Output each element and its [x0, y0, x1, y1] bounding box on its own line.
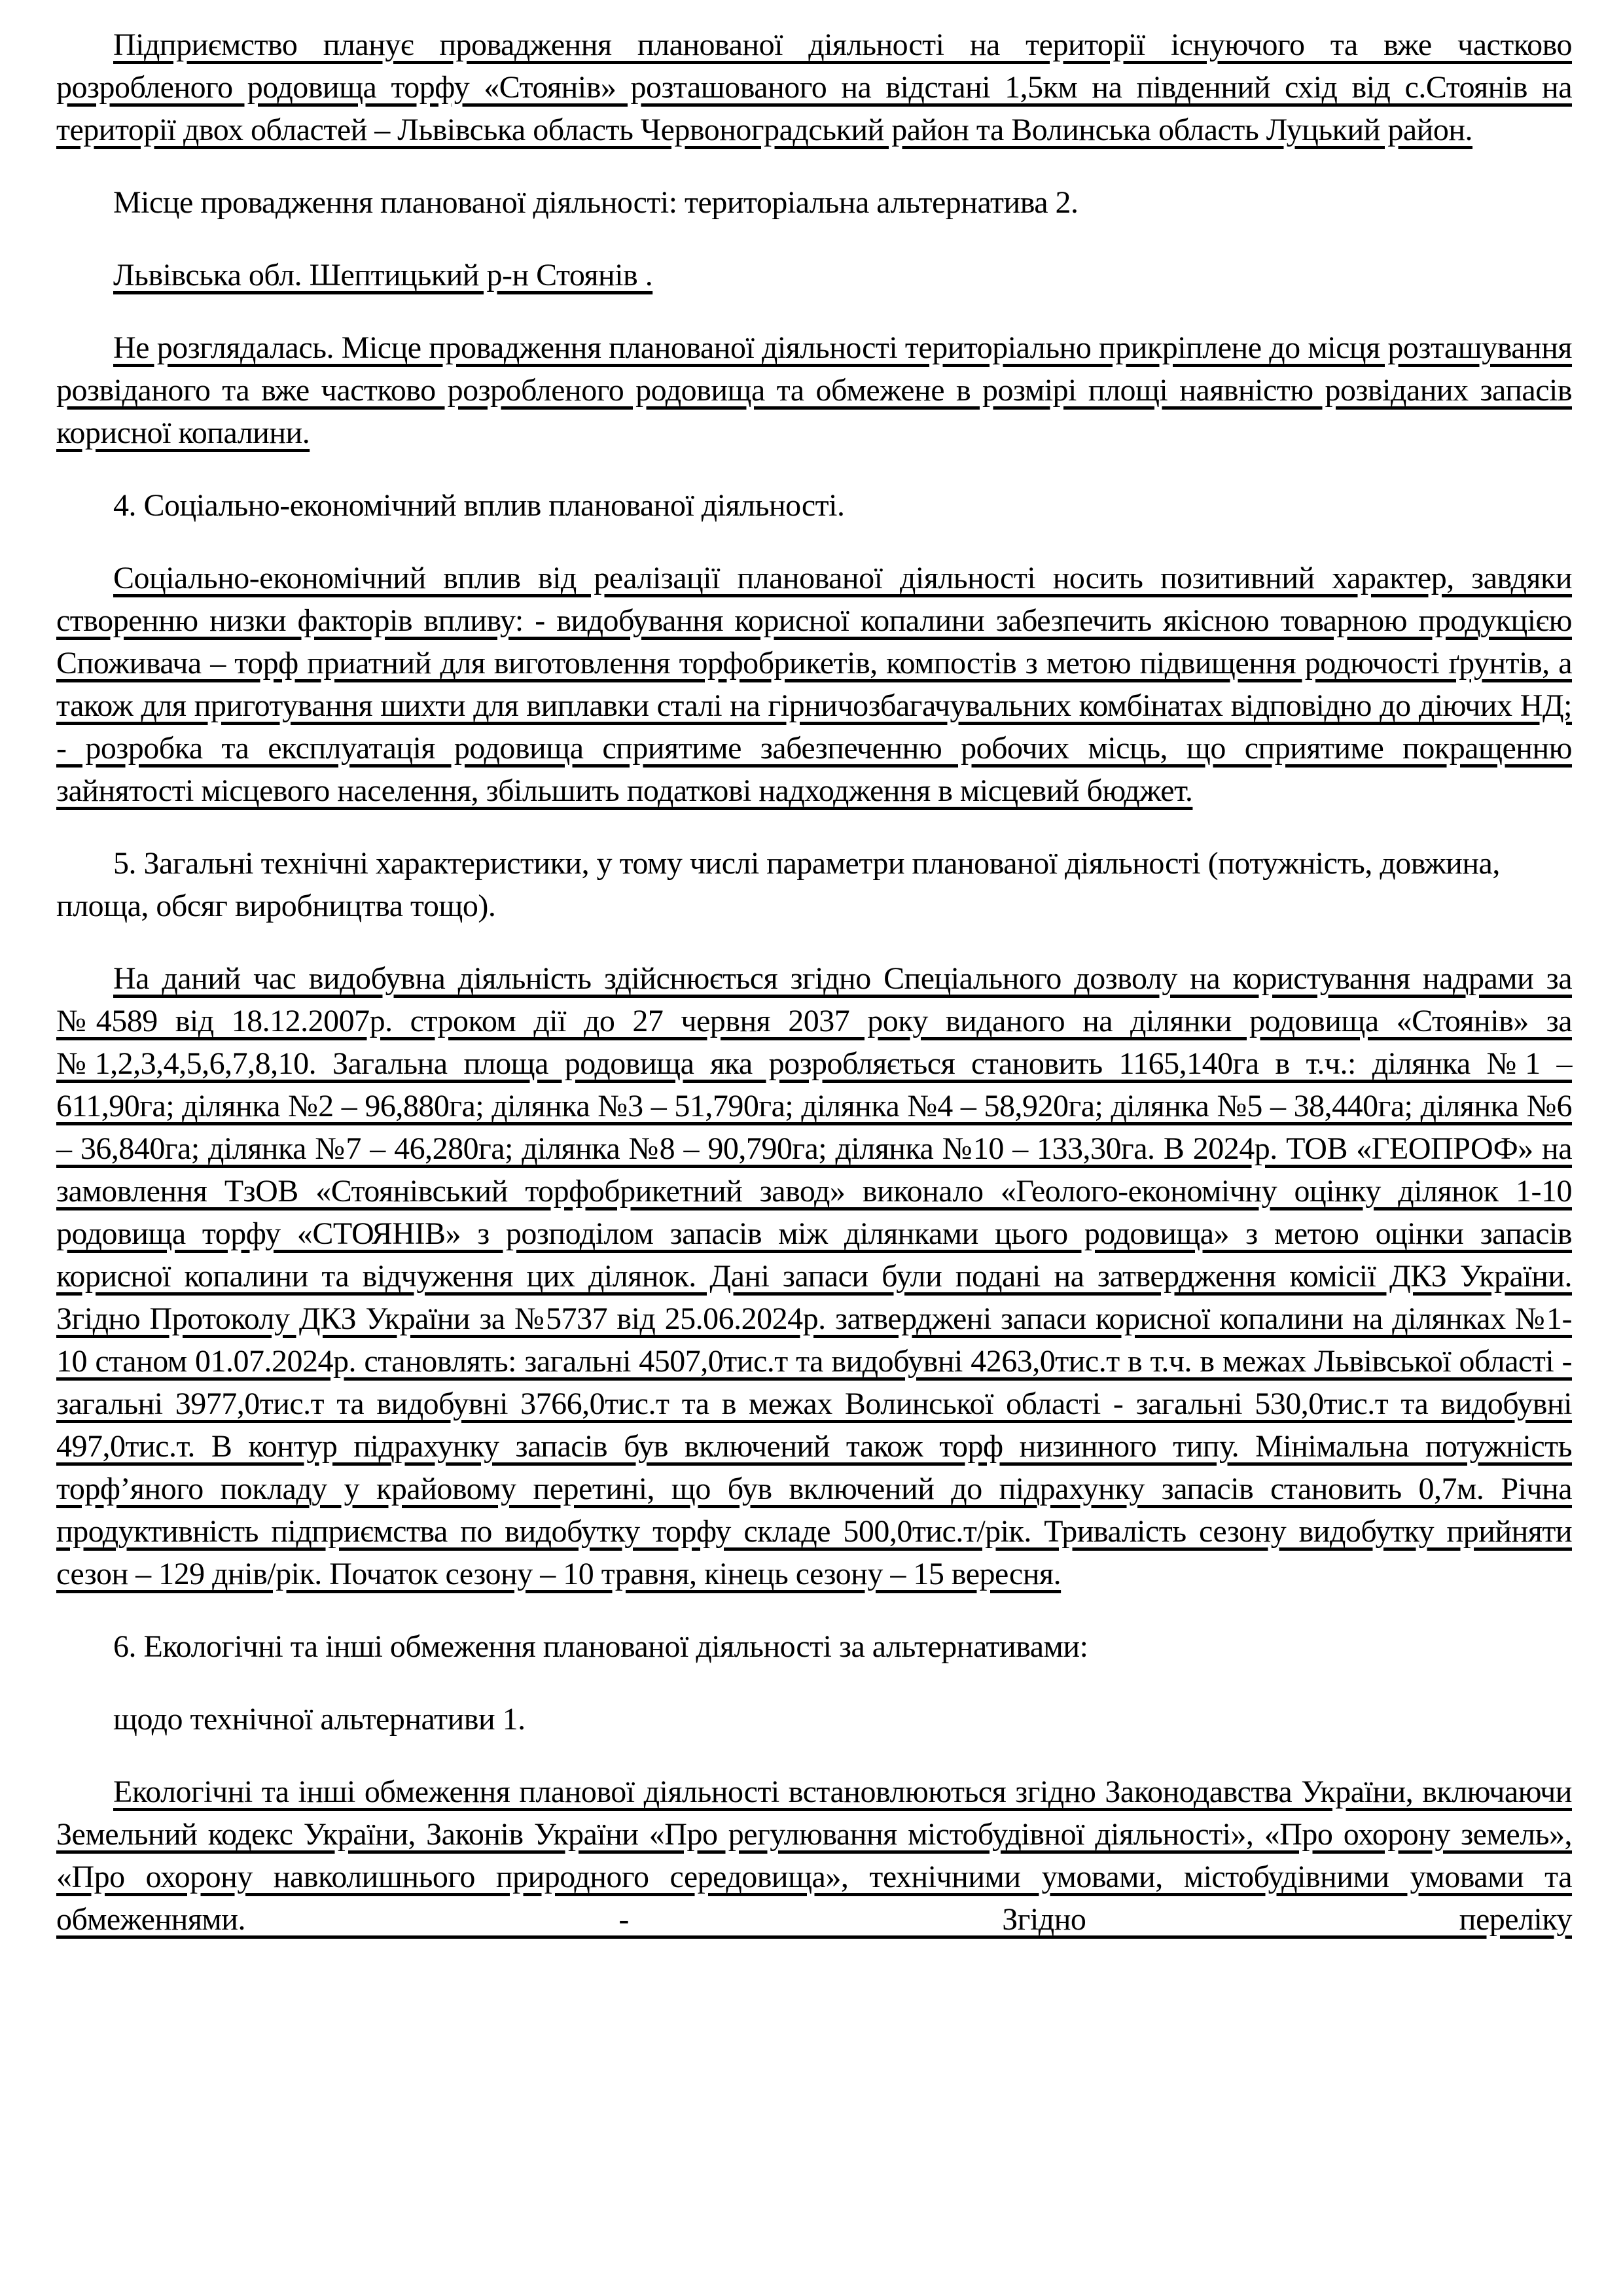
section-4-heading: 4. Соціально-економічний вплив планованої діяльності.: [113, 488, 845, 523]
section-6-heading: 6. Екологічні та інші обмеження планованої діяльності за альтернативами:: [113, 1629, 1088, 1664]
ecological-restrictions-paragraph: Екологічні та інші обмеження планової діяльності встановлюються згідно Законодавства України, включаючи Земельний кодекс України, Законів України «Про регулювання містобудівної діяльності», «Про охорону земель», «Про охорону навколишнього природного середовища», технічними умовами, містобудівними умовами та обмеженнями. - Згідно переліку: [56, 1775, 1572, 1937]
not-considered-paragraph: Не розглядалась. Місце провадження планованої діяльності територіально прикріплене до місця розташування розвіданого та вже частково розробленого родовища та обмежене в розмірі площі наявністю розвіданих запасів корисної копалини.: [56, 330, 1572, 450]
socioeconomic-impact-paragraph: Соціально-економічний вплив від реалізації планованої діяльності носить позитивний характер, завдяки створенню низки факторів впливу: - видобування корисної копалини забезпечить якісною товарною продукцією Споживача – торф приатний для виготовлення торфобрикетів, компостів з метою підвищення родючості ґрунтів, а також для приготування шихти для виплавки сталі на гірничозбагачувальних комбінатах відповідно до діючих НД; - розробка та експлуатація родовища сприятиме забезпеченню робочих місць, що сприятиме покращенню зайнятості місцевого населення, збільшить податкові надходження в місцевий бюджет.: [56, 561, 1572, 808]
section-5-heading: 5. Загальні технічні характеристики, у тому числі параметри планованої діяльності (потужність, довжина, площа, обсяг виробництва тощо).: [56, 846, 1500, 923]
technical-characteristics-paragraph: На даний час видобувна діяльність здійснюється згідно Спеціального дозволу на користування надрами за №4589 від 18.12.2007р. строком дії до 27 червня 2037 року виданого на ділянки родовища «Стоянів» за №1,2,3,4,5,6,7,8,10. Загальна площа родовища яка розробляється становить 1165,140га в т.ч.: ділянка №1 – 611,90га; ділянка №2 – 96,880га; ділянка №3 – 51,790га; ділянка №4 – 58,920га; ділянка №5 – 38,440га; ділянка №6 – 36,840га; ділянка №7 – 46,280га; ділянка №8 – 90,790га; ділянка №10 – 133,30га. В 2024р. ТОВ «ГЕОПРОФ» на замовлення ТзОВ «Стоянівський торфобрикетний завод» виконало «Геолого-економічну оцінку ділянок 1-10 родовища торфу «СТОЯНІВ» з розподілом запасів між ділянками цього родовища» з метою оцінки запасів корисної копалини та відчуження цих ділянок. Дані запаси були подані на затвердження комісії ДКЗ України. Згідно Протоколу ДКЗ України за №5737 від 25.06.2024р. затверджені запаси корисної копалини на ділянках №1-10 станом 01.07.2024р. становлять: загальні 4507,0тис.т та видобувні 4263,0тис.т в т.ч. в межах Львівської області - загальні 3977,0тис.т та видобувні 3766,0тис.т та в межах Волинської області - загальні 530,0тис.т та видобувні 497,0тис.т. В контур підрахунку запасів був включений також торф низинного типу. Мінімальна потужність торф’яного покладу у крайовому перетині, що був включений до підрахунку запасів становить 0,7м. Річна продуктивність підприємства по видобутку торфу складе 500,0тис.т/рік. Тривалість сезону видобутку прийняти сезон – 129 днів/рік. Початок сезону – 10 травня, кінець сезону – 15 вересня.: [56, 961, 1572, 1591]
lviv-region-line: Львівська обл. Шептицький р-н Стоянів .: [113, 258, 653, 292]
territorial-alternative-2-line: Місце провадження планованої діяльності: територіальна альтернатива 2.: [113, 185, 1079, 220]
intro-location-paragraph: Підприємство планує провадження планованої діяльності на території існуючого та вже частково розробленого родовища торфу «Стоянів» розташованого на відстані 1,5км на південний схід від с.Стоянів на території двох областей – Львівська область Червоноградський район та Волинська область Луцький район.: [56, 27, 1572, 147]
technical-alternative-1-line: щодо технічної альтернативи 1.: [113, 1702, 526, 1737]
